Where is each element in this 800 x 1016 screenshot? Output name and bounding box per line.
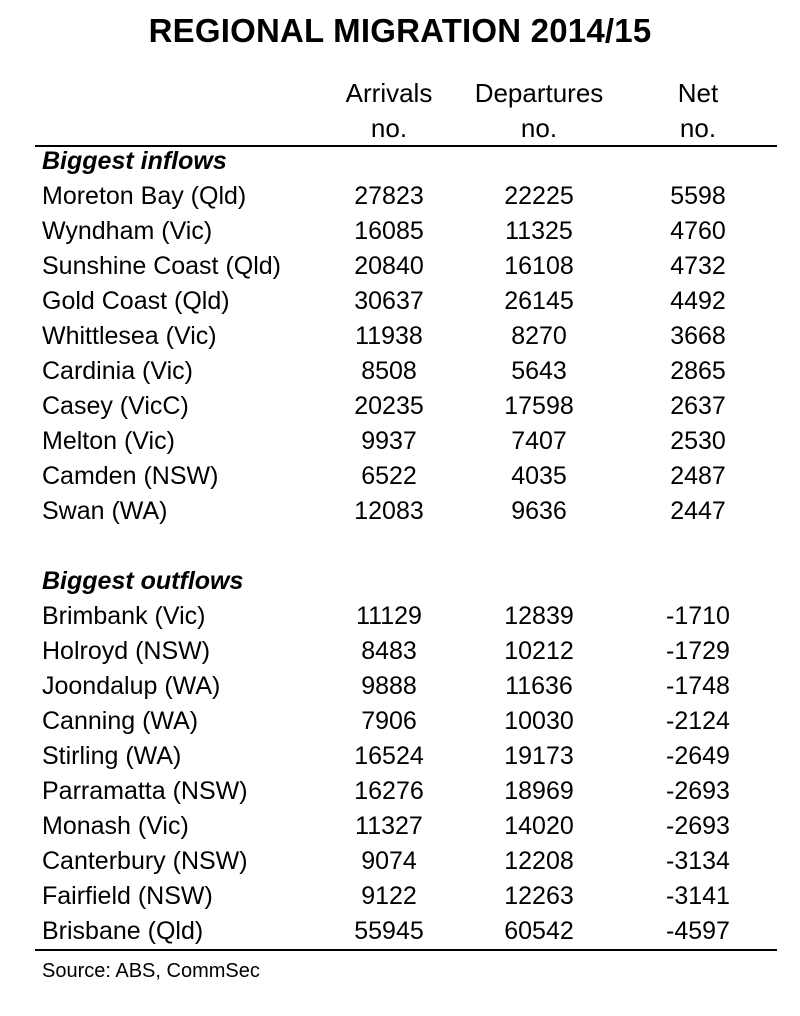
- net-cell: 3668: [670, 322, 726, 350]
- table-row: [0, 179, 800, 214]
- net-cell: -2649: [666, 742, 730, 770]
- arrivals-cell: 30637: [354, 287, 424, 315]
- table-row: [0, 809, 800, 844]
- region-cell: Gold Coast (Qld): [42, 287, 230, 315]
- departures-cell: 11636: [505, 672, 573, 700]
- column-label: Arrivals: [345, 78, 433, 108]
- arrivals-cell: 7906: [361, 707, 417, 735]
- region-cell: Moreton Bay (Qld): [42, 182, 247, 210]
- table-row: [0, 739, 800, 774]
- table-row: [0, 459, 800, 494]
- arrivals-cell: 16524: [354, 742, 424, 770]
- departures-cell: 12208: [504, 847, 574, 875]
- departures-cell: 9636: [511, 497, 567, 525]
- outflows-table-body: [0, 599, 800, 949]
- table-row: [0, 319, 800, 354]
- region-cell: Sunshine Coast (Qld): [42, 252, 282, 280]
- column-unit: no.: [679, 113, 717, 143]
- table-row: [0, 774, 800, 809]
- table-row: [0, 634, 800, 669]
- region-cell: Stirling (WA): [42, 742, 182, 770]
- arrivals-cell: 8508: [361, 357, 417, 385]
- net-cell: -4597: [666, 917, 730, 945]
- departures-cell: 10212: [504, 637, 574, 665]
- net-cell: 2530: [670, 427, 726, 455]
- column-header-net: [648, 76, 748, 146]
- table-row: [0, 704, 800, 739]
- departures-cell: 11325: [505, 217, 573, 245]
- footer-divider: [35, 949, 777, 951]
- region-cell: Swan (WA): [42, 497, 168, 525]
- column-header-departures: [464, 76, 614, 146]
- region-cell: Brimbank (Vic): [42, 602, 206, 630]
- table-row: [0, 914, 800, 949]
- arrivals-cell: 9122: [361, 882, 417, 910]
- net-cell: 2447: [670, 497, 726, 525]
- departures-cell: 18969: [504, 777, 574, 805]
- table-title: REGIONAL MIGRATION 2014/15: [148, 12, 652, 49]
- net-cell: 2637: [670, 392, 726, 420]
- net-cell: -2693: [666, 812, 730, 840]
- arrivals-cell: 9074: [361, 847, 417, 875]
- region-cell: Holroyd (NSW): [42, 637, 211, 665]
- arrivals-cell: 20840: [354, 252, 424, 280]
- arrivals-cell: 11129: [356, 602, 422, 630]
- net-cell: 2865: [670, 357, 726, 385]
- region-cell: Parramatta (NSW): [42, 777, 248, 805]
- departures-cell: 22225: [504, 182, 574, 210]
- region-cell: Wyndham (Vic): [42, 217, 213, 245]
- departures-cell: 12839: [504, 602, 574, 630]
- source-note: Source: ABS, CommSec: [42, 960, 260, 982]
- arrivals-cell: 8483: [361, 637, 417, 665]
- arrivals-cell: 11327: [355, 812, 423, 840]
- table-row: [0, 354, 800, 389]
- region-cell: Fairfield (NSW): [42, 882, 213, 910]
- arrivals-cell: 12083: [354, 497, 424, 525]
- net-cell: -1748: [666, 672, 730, 700]
- departures-cell: 26145: [504, 287, 574, 315]
- arrivals-cell: 11938: [355, 322, 423, 350]
- departures-cell: 5643: [511, 357, 567, 385]
- departures-cell: 10030: [504, 707, 574, 735]
- table-row: [0, 389, 800, 424]
- departures-cell: 8270: [511, 322, 567, 350]
- section-heading-inflows: Biggest inflows: [42, 147, 227, 175]
- net-cell: -2693: [666, 777, 730, 805]
- net-cell: -1729: [666, 637, 730, 665]
- table-row: [0, 284, 800, 319]
- net-cell: -1710: [666, 602, 730, 630]
- net-cell: -2124: [666, 707, 730, 735]
- region-cell: Camden (NSW): [42, 462, 219, 490]
- table-row: [0, 599, 800, 634]
- region-cell: Melton (Vic): [42, 427, 175, 455]
- column-label: Net: [677, 78, 719, 108]
- departures-cell: 12263: [504, 882, 574, 910]
- section-heading-outflows: Biggest outflows: [42, 567, 244, 595]
- table-row: [0, 844, 800, 879]
- net-cell: 2487: [670, 462, 726, 490]
- table-row: [0, 494, 800, 529]
- departures-cell: 17598: [504, 392, 574, 420]
- departures-cell: 7407: [511, 427, 567, 455]
- table-row: [0, 424, 800, 459]
- inflows-table-body: [0, 179, 800, 529]
- net-cell: 5598: [670, 182, 726, 210]
- departures-cell: 16108: [504, 252, 574, 280]
- table-row: [0, 249, 800, 284]
- arrivals-cell: 20235: [354, 392, 424, 420]
- table-row: [0, 214, 800, 249]
- region-cell: Joondalup (WA): [42, 672, 221, 700]
- region-cell: Monash (Vic): [42, 812, 189, 840]
- region-cell: Brisbane (Qld): [42, 917, 204, 945]
- region-cell: Canning (WA): [42, 707, 199, 735]
- arrivals-cell: 9888: [361, 672, 417, 700]
- arrivals-cell: 55945: [354, 917, 424, 945]
- net-cell: 4732: [670, 252, 726, 280]
- table-row: [0, 669, 800, 704]
- column-header-arrivals: [334, 76, 444, 146]
- net-cell: 4760: [670, 217, 726, 245]
- net-cell: -3134: [666, 847, 730, 875]
- departures-cell: 60542: [504, 917, 574, 945]
- arrivals-cell: 9937: [361, 427, 417, 455]
- arrivals-cell: 27823: [354, 182, 424, 210]
- departures-cell: 14020: [504, 812, 574, 840]
- net-cell: 4492: [670, 287, 726, 315]
- region-cell: Cardinia (Vic): [42, 357, 193, 385]
- region-cell: Whittlesea (Vic): [42, 322, 217, 350]
- column-unit: no.: [520, 113, 558, 143]
- region-cell: Casey (VicC): [42, 392, 189, 420]
- departures-cell: 19173: [504, 742, 574, 770]
- table-row: [0, 879, 800, 914]
- arrivals-cell: 16085: [354, 217, 424, 245]
- column-label: Departures: [474, 78, 604, 108]
- region-cell: Canterbury (NSW): [42, 847, 248, 875]
- column-unit: no.: [370, 113, 408, 143]
- departures-cell: 4035: [511, 462, 567, 490]
- arrivals-cell: 16276: [354, 777, 424, 805]
- net-cell: -3141: [666, 882, 730, 910]
- arrivals-cell: 6522: [361, 462, 417, 490]
